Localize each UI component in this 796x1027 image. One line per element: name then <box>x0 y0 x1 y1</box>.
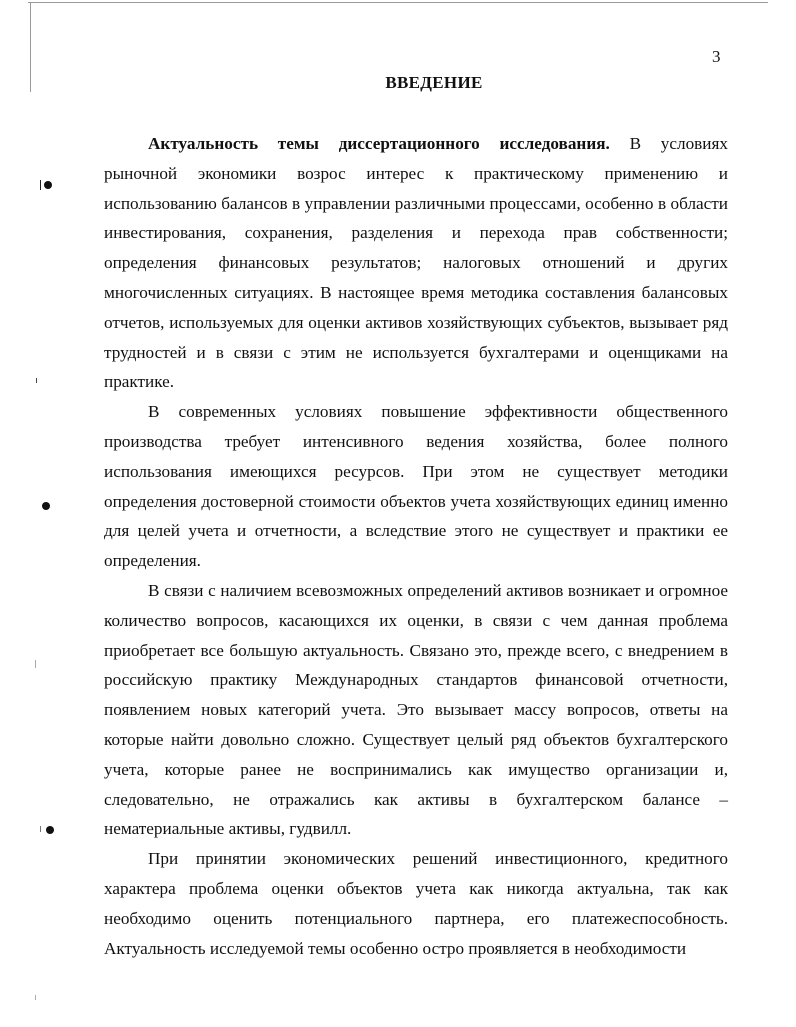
scan-speck <box>35 995 36 1000</box>
scan-speck <box>40 826 41 832</box>
scan-border-top <box>28 2 768 3</box>
paragraph-investment-decisions: При принятии экономических решений инвестиционного, кредитного характера проблема оценки объектов учета как никогда актуальна, так как необходимо оценить потенциального партнера, его платежеспособность. Актуальность исследуемой темы особенно остро проявляется в необходимости <box>104 849 728 958</box>
punch-hole-mark <box>46 826 54 834</box>
paragraph-relevance <box>104 129 728 397</box>
document-body <box>104 129 728 963</box>
page-number: 3 <box>712 47 721 66</box>
page-title: ВВЕДЕНИЕ <box>385 73 483 92</box>
punch-hole-mark <box>42 502 50 510</box>
scan-speck <box>36 378 37 383</box>
paragraph-efficiency: В современных условиях повышение эффективности общественного производства требует интенсивного ведения хозяйства, более полного использования имеющихся ресурсов. При этом не существует методики определения достоверной стоимости объектов учета хозяйствующих единиц именно для целей учета и отчетности, а вследствие этого не существует и практики ее определения. <box>104 402 728 571</box>
punch-hole-mark <box>44 181 52 189</box>
punch-hole-tick <box>40 180 41 190</box>
scan-speck <box>35 660 36 668</box>
paragraph-lead-heading: Актуальность темы диссертационного исследования. <box>148 134 610 153</box>
paragraph-asset-definitions: В связи с наличием всевозможных определений активов возникает и огромное количество вопросов, касающихся их оценки, в связи с чем данная проблема приобретает все большую актуальность. Связано это, прежде всего, с внедрением в российскую практику Международных стандартов финансовой отчетности, появлением новых категорий учета. Это вызывает массу вопросов, ответы на которые найти довольно сложно. Существует целый ряд объектов бухгалтерского учета, которые ранее не воспринимались как имущество организации и, следовательно, не отражались как активы в бухгалтерском балансе – нематериальные активы, гудвилл. <box>104 580 728 839</box>
paragraph-text: В условиях рыночной экономики возрос интерес к практическому применению и использованию балансов в управлении различными процессами, особенно в области инвестирования, сохранения, разделения и перехода прав собственности; определения финансовых результатов; налоговых отношений и других многочисленных ситуациях. В настоящее время методика составления балансовых отчетов, используемых для оценки активов хозяйствующих субъектов, вызывает ряд трудностей и в связи с этим не используется бухгалтерами и оценщиками на практике. <box>104 134 728 392</box>
